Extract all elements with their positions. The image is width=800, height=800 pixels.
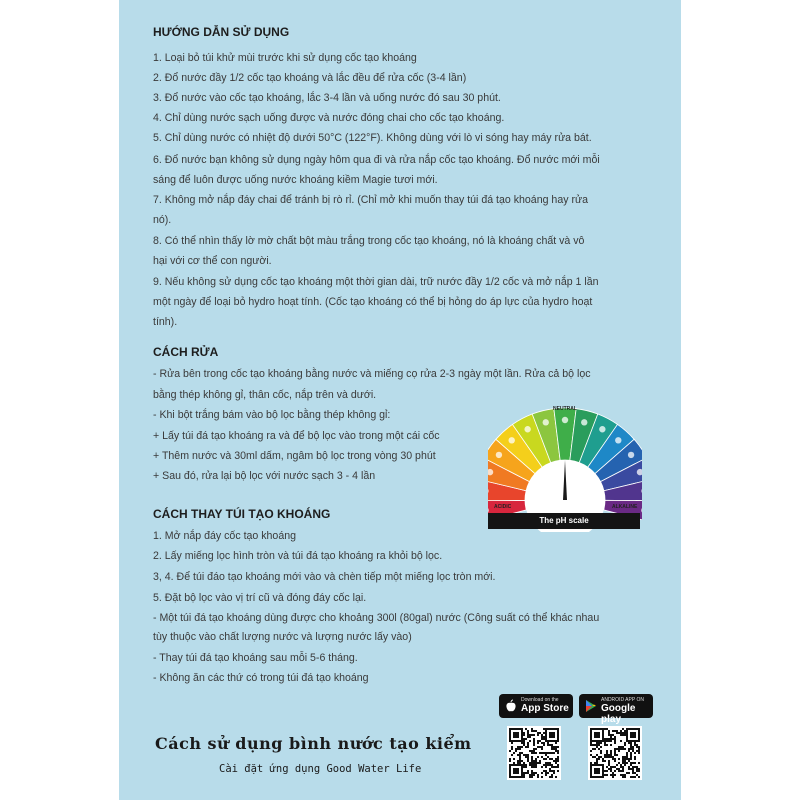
usage-line: 3. Đổ nước vào cốc tạo khoáng, lắc 3-4 lần và uống nước đó sau 30 phút. [153, 92, 501, 104]
replace-line: - Một túi đá tạo khoáng dùng được cho khoảng 300l (80gal) nước (Công suất có thể khác nhau [153, 612, 600, 624]
ph-item-icon [628, 452, 634, 458]
replace-line: 5. Đặt bộ lọc vào vị trí cũ và đóng đáy cốc lại. [153, 592, 367, 604]
usage-line: 7. Không mở nắp đáy chai để tránh bị rò rỉ. (Chỉ mở khi muốn thay túi đá tạo khoáng hay rửa [153, 194, 588, 206]
ph-scale-caption: The pH scale [488, 513, 640, 529]
usage-line: nó). [153, 214, 172, 226]
cleaning-line: - Khi bột trắng bám vào bộ lọc bằng thép không gỉ: [153, 409, 391, 421]
usage-line: 2. Đổ nước đầy 1/2 cốc tạo khoáng và lắc đều để rửa cốc (3-4 lần) [153, 72, 467, 84]
replace-line: 3, 4. Để túi đáo tạo khoáng mới vào và chèn tiếp một miếng lọc tròn mới. [153, 571, 496, 583]
replace-line: 2. Lấy miếng lọc hình tròn và túi đá tạo khoáng ra khỏi bộ lọc. [153, 550, 443, 562]
ph-item-icon [543, 419, 549, 425]
app-store-small: Download on the [521, 697, 559, 703]
usage-line: một ngày để loại bỏ hydro hoạt tính. (Cốc tạo khoáng có thể bị hỏng do áp lực của hydro hoạt [153, 296, 593, 308]
ph-item-icon [562, 417, 568, 423]
ph-item-icon [581, 419, 587, 425]
usage-line: 5. Chỉ dùng nước có nhiệt độ dưới 50°C (122°F). Không dùng với lò vi sóng hay máy rửa bát. [153, 132, 592, 144]
footer-title: Cách sử dụng bình nước tạo kiểm [155, 734, 472, 753]
alkaline-label: ALKALINE [612, 504, 638, 510]
usage-line: 6. Đổ nước bạn không sử dụng ngày hôm qua đi và rửa nắp cốc tạo khoáng. Đổ nước mới mỗi [153, 154, 600, 166]
ph-item-icon [599, 426, 605, 432]
usage-line: sáng để luôn được uống nước khoáng kiềm Magie tươi mới. [153, 174, 438, 186]
usage-line: 1. Loại bỏ túi khử mùi trước khi sử dụng cốc tạo khoáng [153, 52, 417, 64]
replace-line: 1. Mở nắp đáy cốc tạo khoáng [153, 530, 296, 542]
cleaning-title: CÁCH RỬA [153, 345, 219, 359]
cleaning-line: + Thêm nước và 30ml dấm, ngâm bộ lọc trong vòng 30 phút [153, 450, 436, 462]
app-store-badge[interactable] [499, 694, 573, 718]
cleaning-line: + Lấy túi đá tạo khoáng ra và để bộ lọc vào trong một cái cốc [153, 430, 440, 442]
ph-item-icon [615, 437, 621, 443]
replace-line: tùy thuộc vào chất lượng nước và lượng nước lấy vào) [153, 631, 412, 643]
footer-subtitle: Cài đặt ứng dụng Good Water Life [219, 763, 422, 775]
usage-line: 4. Chỉ dùng nước sạch uống được và nước đóng chai cho cốc tạo khoáng. [153, 112, 505, 124]
usage-line: 8. Có thể nhìn thấy lờ mờ chất bột màu trắng trong cốc tạo khoáng, nó là khoáng chất và vô [153, 235, 585, 247]
google-play-small: ANDROID APP ON [601, 697, 644, 703]
replace-line: - Không ăn các thứ có trong túi đá tạo khoáng [153, 672, 369, 684]
qr-code-app-store[interactable] [507, 726, 561, 780]
qr-code-google-play[interactable] [588, 726, 642, 780]
cleaning-line: - Rửa bên trong cốc tạo khoáng bằng nước và miếng cọ rửa 2-3 ngày một lần. Rửa cả bộ lọc [153, 368, 591, 380]
ph-item-icon [524, 426, 530, 432]
usage-line: 9. Nếu không sử dụng cốc tạo khoáng một thời gian dài, trữ nước đầy 1/2 cốc và mở nắp 1 lần [153, 276, 599, 288]
ph-item-icon [509, 437, 515, 443]
acidic-label: ACIDIC [494, 504, 512, 510]
replace-title: CÁCH THAY TÚI TẠO KHOÁNG [153, 507, 331, 521]
play-icon [584, 699, 598, 713]
ph-item-icon [496, 452, 502, 458]
usage-line: hại với cơ thể con người. [153, 255, 272, 267]
apple-icon [504, 699, 518, 713]
google-play-badge[interactable] [579, 694, 653, 725]
google-play-big: Google play [601, 703, 636, 725]
cleaning-line: bằng thép không gỉ, thân cốc, nắp trên và dưới. [153, 389, 377, 401]
instruction-sheet [119, 0, 681, 800]
usage-line: tính). [153, 316, 178, 328]
usage-title: HƯỚNG DẪN SỬ DỤNG [153, 25, 290, 39]
app-store-big: App Store [521, 703, 569, 714]
neutral-label: NEUTRAL [553, 406, 577, 412]
cleaning-line: + Sau đó, rửa lại bộ lọc với nước sạch 3 - 4 lần [153, 470, 376, 482]
replace-line: - Thay túi đá tạo khoáng sau mỗi 5-6 tháng. [153, 652, 358, 664]
